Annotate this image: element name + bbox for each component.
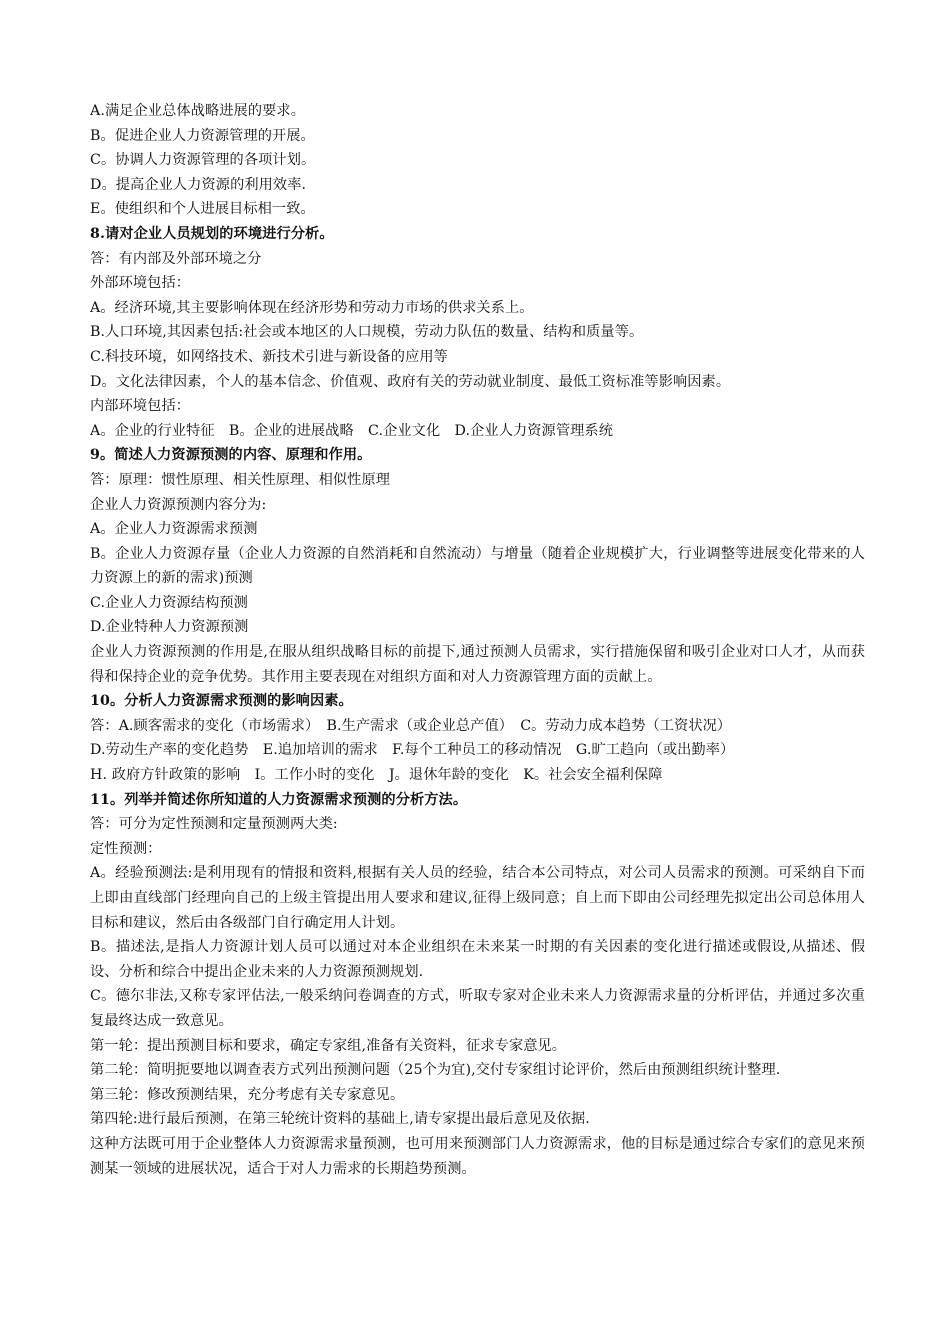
paragraph-line: A。企业的行业特征 B。企业的进展战略 C.企业文化 D.企业人力资源管理系统 <box>90 422 613 439</box>
paragraph-line: 企业人力资源预测的作用是,在服从组织战略目标的前提下,通过预测人员需求，实行措施保留和吸引企业对口人才，从而获得和保持企业的竞争优势。其作用主要表现在对组织方面和对人力资源管理方面的贡献上。 <box>90 644 865 685</box>
paragraph-line: 外部环境包括： <box>90 275 191 292</box>
paragraph-line: 答：A.顾客需求的变化（市场需求） B.生产需求（或企业总产值） C。劳动力成本趋势（工资状况） <box>90 717 732 734</box>
question-heading: 11。列举并简述你所知道的人力资源需求预测的分析方法。 <box>90 791 468 808</box>
paragraph-line: B。描述法,是指人力资源计划人员可以通过对本企业组织在未来某一时期的有关因素的变化进行描述或假设,从描述、假设、分析和综合中提出企业未来的人力资源预测规划. <box>90 939 865 980</box>
paragraph-line: 企业人力资源预测内容分为: <box>90 496 267 513</box>
document-body <box>90 99 865 1181</box>
question-heading: 8.请对企业人员规划的环境进行分析。 <box>90 225 334 242</box>
question-heading: 9。简述人力资源预测的内容、原理和作用。 <box>90 447 372 464</box>
paragraph-line: C.科技环境，如网络技术、新技术引进与新设备的应用等 <box>90 348 448 365</box>
document-page <box>90 99 865 1181</box>
paragraph-line: 答：原理：惯性原理、相关性原理、相似性原理 <box>90 471 391 488</box>
paragraph-line: A。企业人力资源需求预测 <box>90 521 258 538</box>
paragraph-line: A。经验预测法:是利用现有的情报和资料,根据有关人员的经验，结合本公司特点，对公司人员需求的预测。可采纳自下而上即由直线部门经理向自己的上级主管提出用人要求和建议,征得上级同意；自上而下即由公司经理先拟定出公司总体用人目标和建议，然后由各级部门自行确定用人计划。 <box>90 865 865 931</box>
paragraph-line: B。促进企业人力资源管理的开展。 <box>90 127 315 144</box>
paragraph-line: 答：有内部及外部环境之分 <box>90 250 262 267</box>
paragraph-line: 第二轮：简明扼要地以调查表方式列出预测问题（25个为宜),交付专家组讨论评价，然后由预测组织统计整理. <box>90 1062 781 1079</box>
paragraph-line: 定性预测： <box>90 840 162 857</box>
paragraph-line: D.劳动生产率的变化趋势 E.追加培训的需求 F.每个工种员工的移动情况 G.旷工趋向（或出勤率） <box>90 742 735 759</box>
paragraph-line: 第四轮:进行最后预测，在第三轮统计资料的基础上,请专家提出最后意见及依据. <box>90 1111 590 1128</box>
paragraph-line: E。使组织和个人进展目标相一致。 <box>90 201 315 218</box>
paragraph-line: 这种方法既可用于企业整体人力资源需求量预测，也可用来预测部门人力资源需求，他的目标是通过综合专家们的意见来预测某一领域的进展状况，适合于对人力需求的长期趋势预测。 <box>90 1135 865 1177</box>
paragraph-line: A.满足企业总体战略进展的要求。 <box>90 103 305 119</box>
paragraph-line: A。经济环境,其主要影响体现在经济形势和劳动力市场的供求关系上。 <box>90 299 534 316</box>
paragraph-line: D。文化法律因素，个人的基本信念、价值观、政府有关的劳动就业制度、最低工资标准等影响因素。 <box>90 373 731 390</box>
paragraph-line: C.企业人力资源结构预测 <box>90 594 248 611</box>
paragraph-line: H. 政府方针政策的影响 I。工作小时的变化 J。退休年龄的变化 K。社会安全福利保障 <box>90 767 663 784</box>
paragraph-line: 内部环境包括： <box>90 398 191 415</box>
paragraph-line: C。德尔非法,又称专家评估法,一般采纳问卷调查的方式，听取专家对企业未来人力资源需求量的分析评估，并通过多次重复最终达成一致意见。 <box>90 988 865 1029</box>
paragraph-line: 第三轮：修改预测结果，充分考虑有关专家意见。 <box>90 1086 405 1103</box>
paragraph-line: D。提高企业人力资源的利用效率. <box>90 176 307 193</box>
question-heading: 10。分析人力资源需求预测的影响因素。 <box>90 693 353 710</box>
paragraph-line: D.企业特种人力资源预测 <box>90 619 249 636</box>
paragraph-line: C。协调人力资源管理的各项计划。 <box>90 152 316 169</box>
paragraph-line: B。企业人力资源存量（企业人力资源的自然消耗和自然流动）与增量（随着企业规模扩大，行业调整等进展变化带来的人力资源上的新的需求)预测 <box>90 545 865 587</box>
paragraph-line: 第一轮：提出预测目标和要求，确定专家组,准备有关资料，征求专家意见。 <box>90 1037 567 1054</box>
paragraph-line: B.人口环境,其因素包括:社会或本地区的人口规模，劳动力队伍的数量、结构和质量等。 <box>90 324 644 341</box>
paragraph-line: 答：可分为定性预测和定量预测两大类: <box>90 816 338 833</box>
